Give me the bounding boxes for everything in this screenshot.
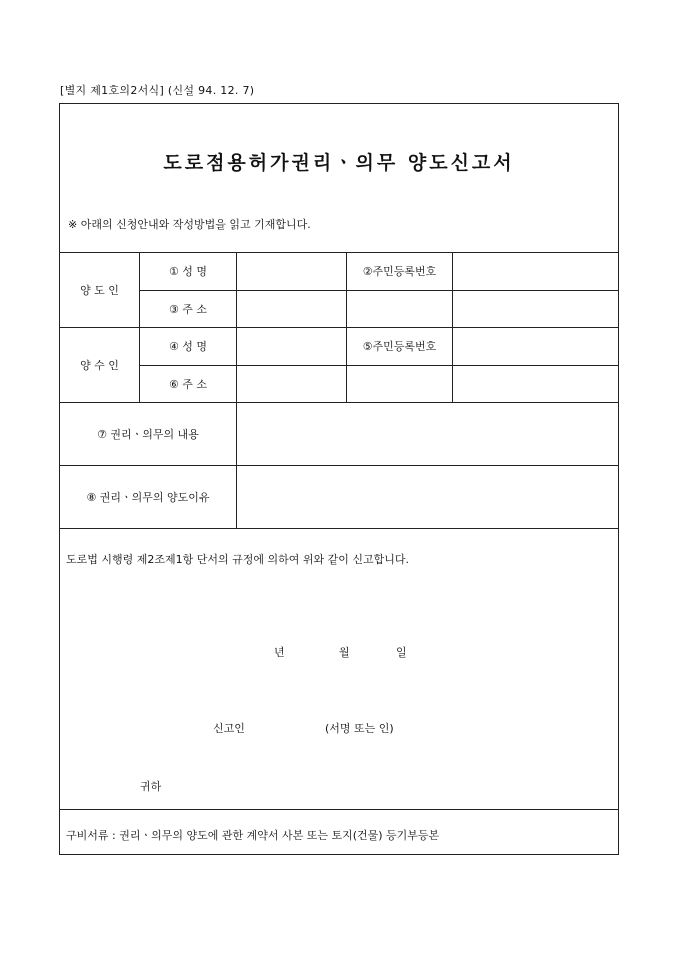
transferee-label: 양 수 인 xyxy=(80,358,119,372)
date-year-label: 년 xyxy=(274,646,285,659)
applicant-label: 신고인 xyxy=(213,722,245,735)
transferee-id-field[interactable] xyxy=(453,328,617,364)
transferee-id-label: ⑤주민등록번호 xyxy=(362,340,437,353)
transferor-address-label: ③ 주 소 xyxy=(168,302,208,316)
rights-content-field[interactable] xyxy=(237,403,617,464)
transferee-name-field[interactable] xyxy=(237,328,346,364)
transferor-id-label: ②주민등록번호 xyxy=(362,265,437,278)
date-month-label: 월 xyxy=(339,646,350,659)
table-bottom-border xyxy=(60,528,618,529)
transferee-address-field[interactable] xyxy=(237,366,617,401)
recipient-label: 귀하 xyxy=(140,780,162,793)
transferor-address-field[interactable] xyxy=(237,291,617,326)
rights-reason-label: ⑧ 권리ㆍ의무의 양도이유 xyxy=(86,490,210,504)
date-day-label: 일 xyxy=(396,646,407,659)
signature-note: (서명 또는 인) xyxy=(325,722,394,735)
transferor-label: 양 도 인 xyxy=(80,283,119,297)
transferee-address-label: ⑥ 주 소 xyxy=(168,377,208,391)
docs-divider xyxy=(60,809,618,810)
transferor-name-field[interactable] xyxy=(237,253,346,289)
rights-reason-field[interactable] xyxy=(237,466,617,527)
form-reference: [별지 제1호의2서식] (신설 94. 12. 7) xyxy=(60,84,255,97)
form-title: 도로점용허가권리ㆍ의무 양도신고서 xyxy=(163,152,515,174)
transferor-name-label: ① 성 명 xyxy=(168,265,208,278)
instruction-notice: ※ 아래의 신청안내와 작성방법을 읽고 기재합니다. xyxy=(68,218,311,231)
required-documents: 구비서류 : 권리ㆍ의무의 양도에 관한 계약서 사본 또는 토지(건물) 등기부등본 xyxy=(66,829,440,842)
rights-content-label: ⑦ 권리ㆍ의무의 내용 xyxy=(97,427,199,441)
declaration-text: 도로법 시행령 제2조제1항 단서의 규정에 의하여 위와 같이 신고합니다. xyxy=(66,553,409,566)
transferor-id-field[interactable] xyxy=(453,253,617,289)
transferee-name-label: ④ 성 명 xyxy=(168,340,208,353)
form-frame xyxy=(59,103,619,855)
